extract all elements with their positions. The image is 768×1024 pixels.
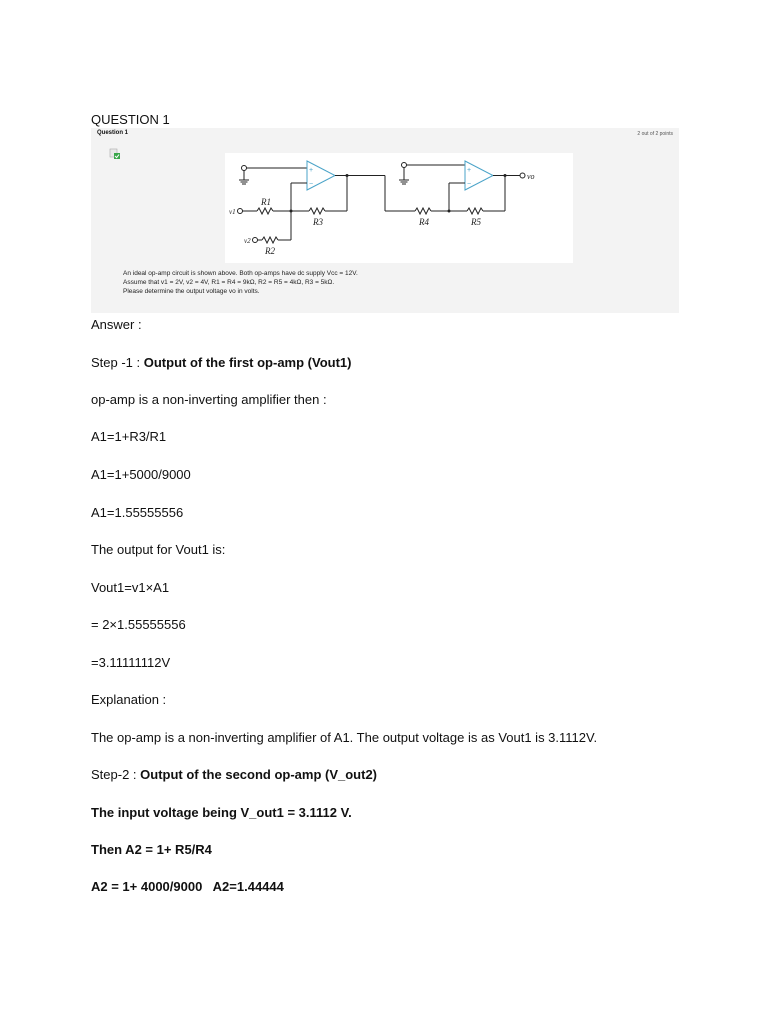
step1-prefix: Step -1 :	[91, 355, 144, 370]
question-label: Question 1	[97, 130, 129, 136]
answer-label: Answer :	[91, 317, 142, 332]
label-r2: R2	[265, 246, 275, 256]
question-points: 2 out of 2 points	[637, 131, 673, 137]
step2-prefix: Step-2 :	[91, 767, 141, 782]
opamp1-minus: −	[309, 181, 314, 188]
explanation-label: Explanation :	[91, 692, 167, 707]
label-v1: v1	[229, 208, 236, 216]
problem-line: Please determine the output voltage vo in volts.	[123, 288, 260, 295]
step1-title: Output of the first op-amp (Vout1)	[143, 355, 352, 370]
answer-line: The output for Vout1 is:	[91, 542, 226, 557]
answer-line: =3.11111112V	[91, 655, 171, 670]
label-r3: R3	[313, 217, 323, 227]
label-vo: vo	[527, 172, 535, 181]
answer-line: A1=1+R3/R1	[91, 429, 167, 444]
label-v2: v2	[244, 237, 251, 245]
step2-title: Output of the second op-amp (V_out2)	[140, 767, 378, 782]
label-r5: R5	[471, 217, 481, 227]
answer-line: Then A2 = 1+ R5/R4	[91, 842, 212, 857]
opamp1-plus: +	[309, 167, 314, 174]
answer-line: A2 = 1+ 4000/9000 A2=1.44444	[91, 879, 284, 894]
answer-line: A1=1+5000/9000	[91, 467, 191, 482]
answer-line: A1=1.55555556	[91, 505, 184, 520]
answer-line: The input voltage being V_out1 = 3.1112 V.	[91, 805, 352, 820]
answer-line: Vout1=v1×A1	[91, 580, 170, 595]
question-heading: QUESTION 1	[91, 112, 170, 127]
label-r1: R1	[261, 197, 271, 207]
answer-line: = 2×1.55555556	[91, 617, 186, 632]
problem-line: An ideal op-amp circuit is shown above. Both op-amps have dc supply Vcc = 12V.	[123, 270, 358, 277]
explanation-text: The op-amp is a non-inverting amplifier of A1. The output voltage is as Vout1 is 3.1112V.	[91, 730, 598, 745]
step2-heading	[91, 767, 377, 783]
problem-line: Assume that v1 = 2V, v2 = 4V, R1 = R4 = 9kΩ, R2 = R5 = 4kΩ, R3 = 5kΩ.	[123, 279, 335, 286]
question-panel	[91, 128, 679, 313]
op-amp-circuit-diagram	[225, 153, 573, 263]
answer-line: op-amp is a non-inverting amplifier then :	[91, 392, 327, 407]
opamp2-plus: +	[467, 167, 472, 174]
label-r4: R4	[419, 217, 429, 227]
step1-heading	[91, 355, 351, 371]
problem-statement	[123, 269, 358, 296]
opamp2-minus: −	[467, 181, 472, 188]
correct-check-icon	[109, 148, 121, 160]
